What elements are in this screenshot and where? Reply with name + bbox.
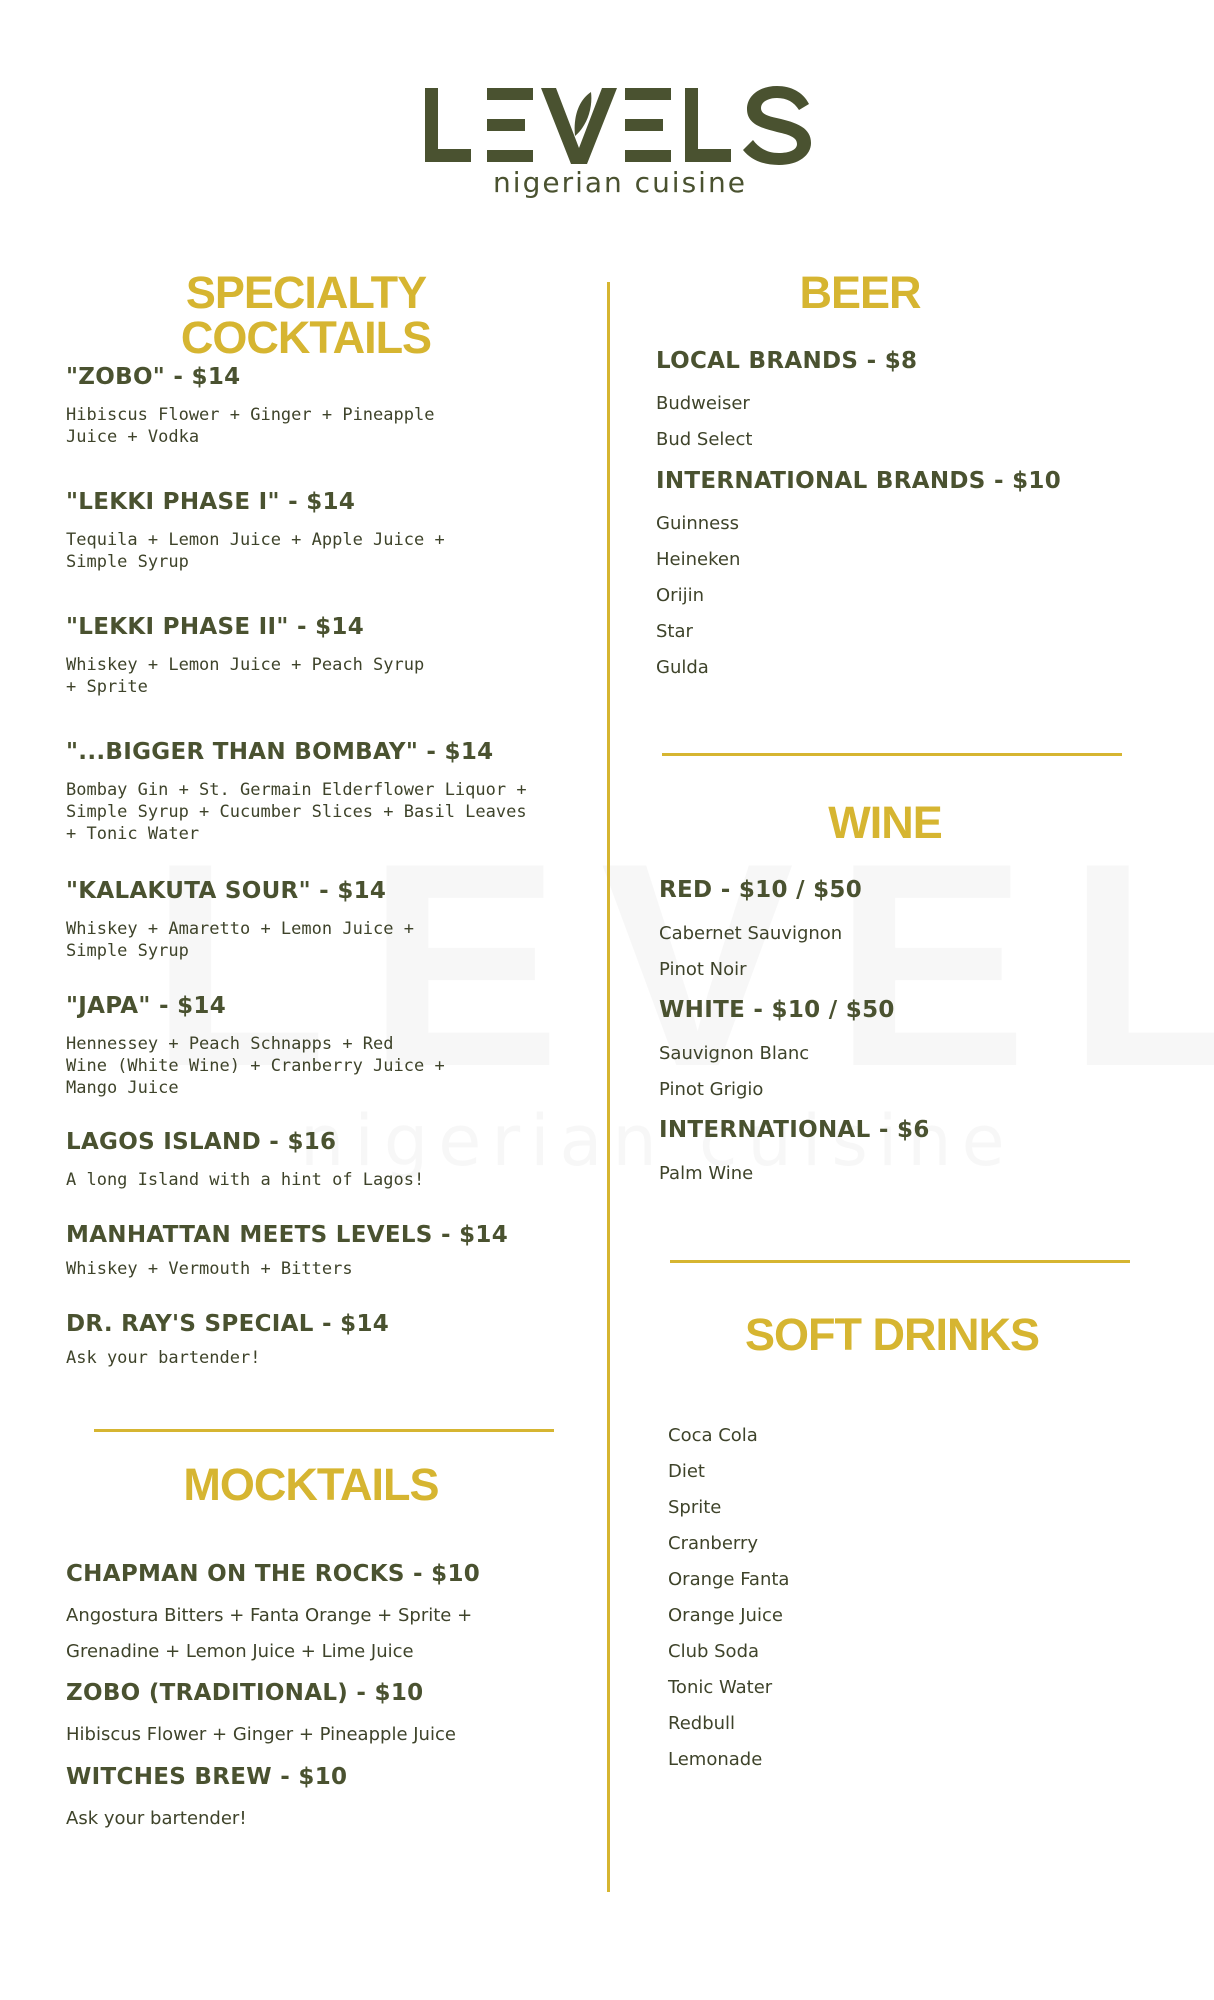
list-item: Bud Select [656, 429, 753, 450]
item-description [66, 918, 546, 962]
menu-item [66, 1561, 546, 1661]
wine-group-heading: RED - $10 / $50 [659, 877, 863, 903]
menu-item [66, 1680, 546, 1744]
item-description [66, 1347, 546, 1369]
section-divider [670, 1260, 1130, 1263]
menu-item [66, 1764, 546, 1828]
desc-line: Simple Syrup [66, 940, 189, 961]
list-item: Orange Fanta [668, 1569, 790, 1590]
watermark [150, 820, 1150, 1150]
column-divider [607, 282, 610, 1892]
list-item: Star [656, 621, 693, 642]
item-name: "JAPA" - $14 [66, 993, 227, 1019]
menu-item [66, 489, 546, 573]
item-name: CHAPMAN ON THE ROCKS - $10 [66, 1561, 481, 1587]
list-item: Budweiser [656, 393, 750, 414]
desc-line: + Sprite [66, 676, 148, 697]
desc-line: Bombay Gin + St. Germain Elderflower Liquor + [66, 779, 527, 800]
list-item: Orange Juice [668, 1605, 783, 1626]
desc-line: Wine (White Wine) + Cranberry Juice + [66, 1055, 445, 1076]
wine-title: WINE [828, 797, 942, 848]
list-item: Cabernet Sauvignon [659, 923, 843, 944]
item-name: WITCHES BREW - $10 [66, 1764, 348, 1790]
desc-line: Ask your bartender! [66, 1347, 261, 1368]
menu-item [66, 1222, 546, 1280]
wine-group-heading: WHITE - $10 / $50 [659, 997, 895, 1023]
beer-title: BEER [799, 267, 921, 318]
item-name: MANHATTAN MEETS LEVELS - $14 [66, 1222, 509, 1248]
list-item: Diet [668, 1461, 705, 1482]
list-item: Pinot Grigio [659, 1079, 764, 1100]
menu-item [66, 614, 546, 698]
list-item: Sauvignon Blanc [659, 1043, 810, 1064]
menu-item [66, 878, 546, 962]
desc-line: Simple Syrup [66, 551, 189, 572]
desc-line: Angostura Bitters + Fanta Orange + Sprite + [66, 1604, 473, 1626]
desc-line: Mango Juice [66, 1077, 179, 1098]
item-description [66, 779, 546, 845]
item-description [66, 1033, 546, 1099]
list-item: Club Soda [668, 1641, 760, 1662]
item-description [66, 1169, 546, 1191]
beer-group-heading: LOCAL BRANDS - $8 [656, 348, 918, 374]
item-description [66, 404, 546, 448]
menu-item [66, 739, 546, 845]
item-description [66, 1258, 546, 1280]
desc-line: Hibiscus Flower + Ginger + Pineapple [66, 404, 435, 425]
list-item: Gulda [656, 657, 709, 678]
item-name: "...BIGGER THAN BOMBAY" - $14 [66, 739, 494, 765]
desc-line: Simple Syrup + Cucumber Slices + Basil Leaves [66, 801, 527, 822]
desc-line: Tequila + Lemon Juice + Apple Juice + [66, 529, 445, 550]
desc-line: Whiskey + Amaretto + Lemon Juice + [66, 918, 414, 939]
brand-logo [425, 86, 815, 206]
cocktails-title: SPECIALTY COCKTAILS [180, 267, 432, 363]
levels-wordmark [425, 86, 815, 166]
brand-subtitle: nigerian cuisine [493, 166, 747, 199]
item-name: DR. RAY'S SPECIAL - $14 [66, 1311, 390, 1337]
section-divider [94, 1429, 554, 1432]
item-description [66, 529, 546, 573]
list-item: Heineken [656, 549, 741, 570]
menu-item [66, 1311, 546, 1369]
list-item: Sprite [668, 1497, 722, 1518]
list-item: Lemonade [668, 1749, 763, 1770]
desc-line: Hennessey + Peach Schnapps + Red [66, 1033, 394, 1054]
list-item: Tonic Water [668, 1677, 773, 1698]
menu-item [66, 1129, 546, 1191]
list-item: Redbull [668, 1713, 736, 1734]
desc-line: Ask your bartender! [66, 1807, 247, 1829]
desc-line: A long Island with a hint of Lagos! [66, 1169, 425, 1190]
desc-line: Whiskey + Vermouth + Bitters [66, 1258, 353, 1279]
list-item: Pinot Noir [659, 959, 747, 980]
section-divider [662, 753, 1122, 756]
list-item: Palm Wine [659, 1163, 754, 1184]
item-name: "LEKKI PHASE II" - $14 [66, 614, 365, 640]
item-name: "ZOBO" - $14 [66, 364, 241, 390]
beer-group-heading: INTERNATIONAL BRANDS - $10 [656, 468, 1062, 494]
soft-drinks-title: SOFT DRINKS [744, 1309, 1039, 1360]
mocktails-title: MOCKTAILS [183, 1459, 439, 1510]
menu-item [66, 364, 546, 448]
list-item: Guinness [656, 513, 740, 534]
item-name: "KALAKUTA SOUR" - $14 [66, 878, 387, 904]
desc-line: Juice + Vodka [66, 426, 200, 447]
item-description [66, 654, 546, 698]
item-name: "LEKKI PHASE I" - $14 [66, 489, 356, 515]
item-name: LAGOS ISLAND - $16 [66, 1129, 337, 1155]
desc-line: Whiskey + Lemon Juice + Peach Syrup [66, 654, 425, 675]
desc-line: + Tonic Water [66, 823, 200, 844]
menu-item [66, 993, 546, 1099]
desc-line: Grenadine + Lemon Juice + Lime Juice [66, 1640, 414, 1662]
item-name: ZOBO (TRADITIONAL) - $10 [66, 1680, 424, 1706]
wine-group-heading: INTERNATIONAL - $6 [659, 1117, 930, 1143]
list-item: Orijin [656, 585, 704, 606]
list-item: Coca Cola [668, 1425, 758, 1446]
desc-line: Hibiscus Flower + Ginger + Pineapple Juice [66, 1723, 456, 1745]
list-item: Cranberry [668, 1533, 759, 1554]
